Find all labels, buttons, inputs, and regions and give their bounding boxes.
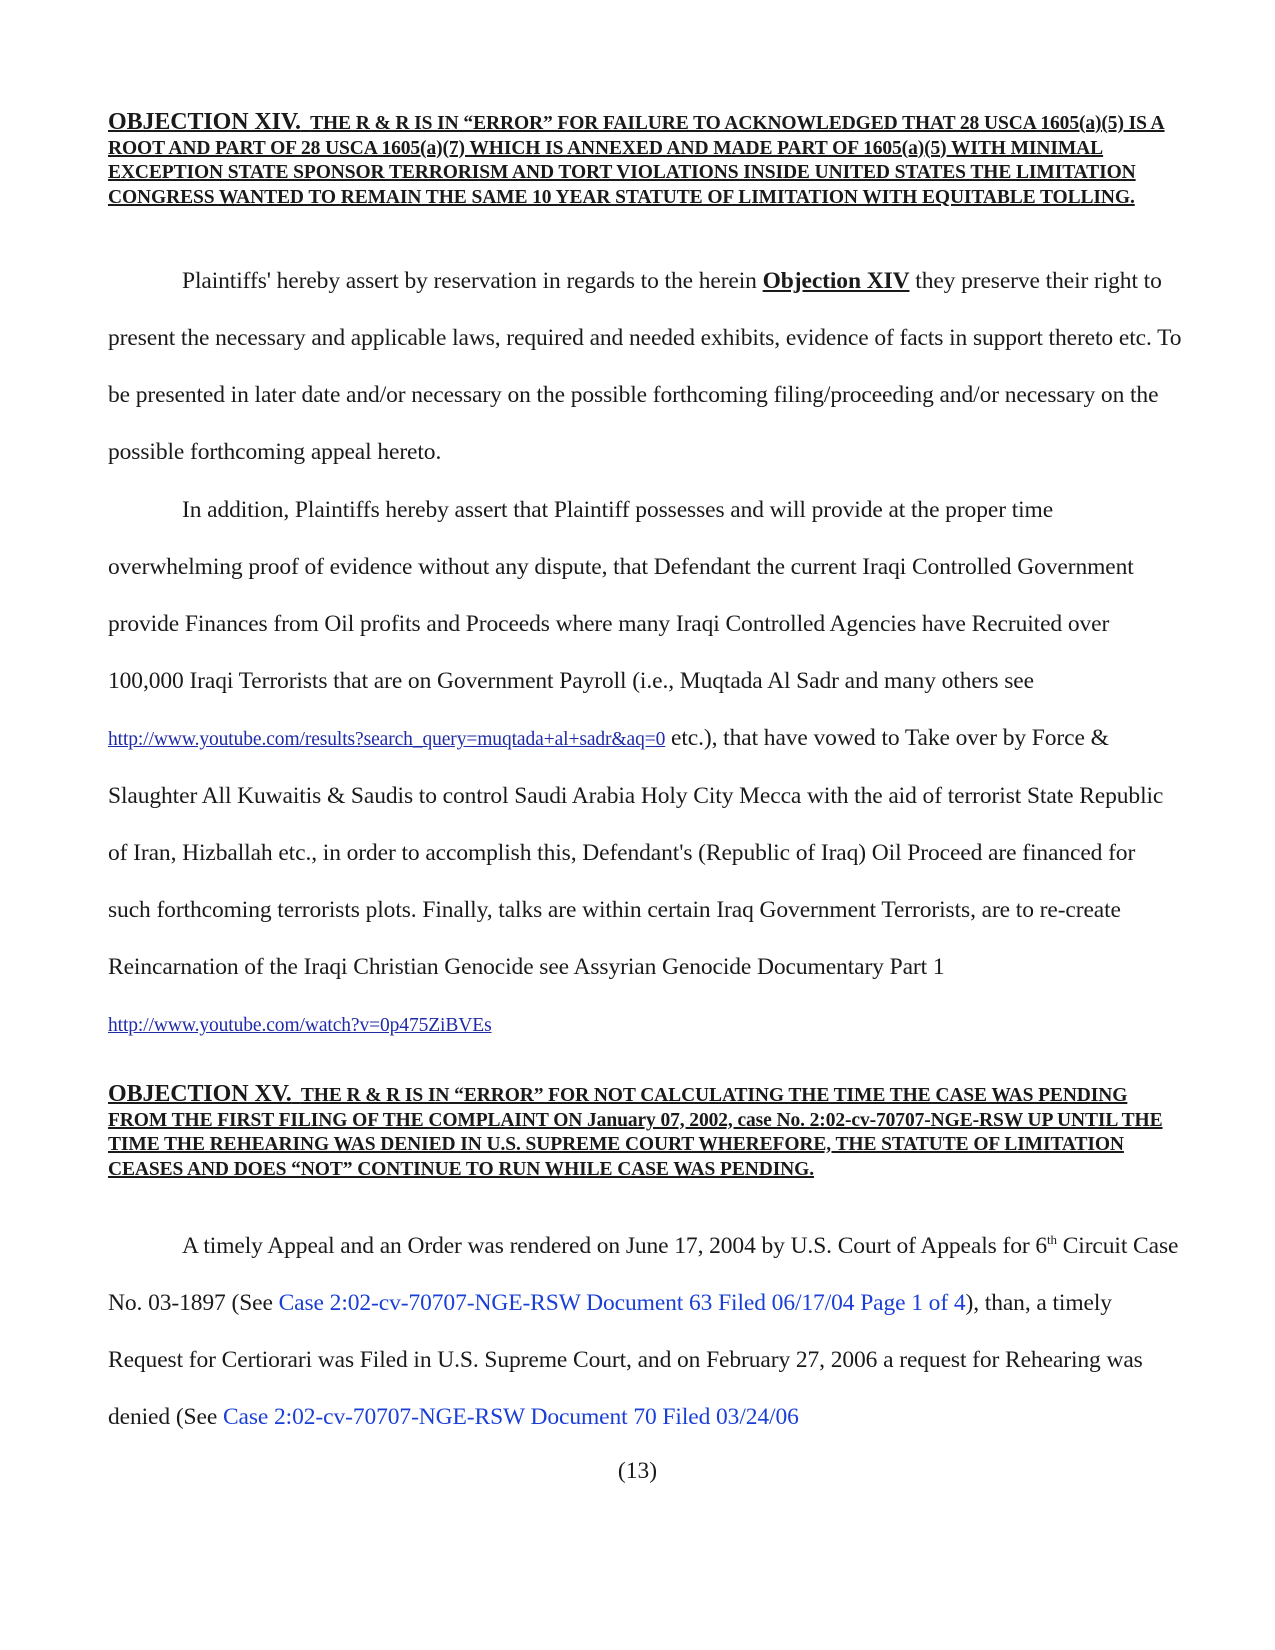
para3-text-2: Circuit Case No. 03-1897 (See <box>108 1233 1179 1316</box>
para1-text-before: Plaintiffs' hereby assert by reservation in regards to the herein <box>182 268 763 294</box>
paragraph-appeal <box>108 1218 1183 1446</box>
objection-15-text: THE R & R IS IN “ERROR” FOR NOT CALCULATING THE TIME THE CASE WAS PENDING FROM THE FIRST FILING OF THE COMPLAINT ON January 07, 2002, case No. 2:02-cv-70707-NGE-RSW UP UNTIL THE TIME THE REHEARING WAS DENIED IN U.S. SUPREME COURT WHEREFORE, THE STATUTE OF LIMITATION CEASES AND DOES “NOT” CONTINUE TO RUN WHILE CASE WAS PENDING. <box>108 1085 1163 1180</box>
case-document-70-reference: Case 2:02-cv-70707-NGE-RSW Document 70 Filed 03/24/06 <box>222 1404 799 1430</box>
objection-14-label: OBJECTION XIV. <box>108 109 301 135</box>
page-number: (13) <box>617 1458 658 1484</box>
para2-text-1: In addition, Plaintiffs hereby assert that Plaintiff possesses and will provide at the proper time overwhelming proof of evidence without any dispute, that Defendant the current Iraqi Controlled Government provide Finances from Oil profits and Proceeds where many Iraqi Controlled Agencies have Recruited over 100,000 Iraqi Terrorists that are on Government Payroll (i.e., Muqtada Al Sadr and many others see <box>108 497 1134 694</box>
case-document-63-reference: Case 2:02-cv-70707-NGE-RSW Document 63 Filed 06/17/04 Page 1 of 4 <box>278 1290 966 1316</box>
para3-text-3: ), than, a timely Request for Certiorari was Filed in U.S. Supreme Court, and on February 27, 2006 a request for Rehearing was denied (See <box>108 1290 1143 1430</box>
paragraph-evidence <box>108 482 1183 1054</box>
youtube-video-link[interactable]: http://www.youtube.com/watch?v=0p475ZiBVEs <box>108 1015 492 1036</box>
objection-15-label: OBJECTION XV. <box>108 1081 292 1107</box>
youtube-search-link[interactable]: http://www.youtube.com/results?search_query=muqtada+al+sadr&aq=0 <box>108 729 666 750</box>
objection-14-reference: Objection XIV <box>762 268 910 294</box>
para1-text-after: they preserve their right to present the necessary and applicable laws, required and needed exhibits, evidence of facts in support thereto etc. To be presented in later date and/or necessary on the possible forthcoming filing/proceeding and/or necessary on the possible forthcoming appeal hereto. <box>108 268 1182 465</box>
ordinal-suffix: th <box>1047 1232 1057 1248</box>
objection-14-text: THE R & R IS IN “ERROR” FOR FAILURE TO ACKNOWLEDGED THAT 28 USCA 1605(a)(5) IS A ROOT AND PART OF 28 USCA 1605(a)(7) WHICH IS ANNEXED AND MADE PART OF 1605(a)(5) WITH MINIMAL EXCEPTION STATE SPONSOR TERRORISM AND TORT VIOLATIONS INSIDE UNITED STATES THE LIMITATION CONGRESS WANTED TO REMAIN THE SAME 10 YEAR STATUTE OF LIMITATION WITH EQUITABLE TOLLING. <box>108 113 1165 208</box>
paragraph-reservation <box>108 253 1183 481</box>
para3-text-1: A timely Appeal and an Order was rendered on June 17, 2004 by U.S. Court of Appeals for 6 <box>182 1233 1047 1259</box>
objection-15-heading <box>108 1082 1183 1182</box>
para2-text-2: etc.), that have vowed to Take over by Force & Slaughter All Kuwaitis & Saudis to control Saudi Arabia Holy City Mecca with the aid of terrorist State Republic of Iran, Hizballah etc., in order to accomplish this, Defendant's (Republic of Iraq) Oil Proceed are financed for such forthcoming terrorists plots. Finally, talks are within certain Iraq Government Terrorists, are to re-create Reincarnation of the Iraqi Christian Genocide see Assyrian Genocide Documentary Part 1 <box>108 725 1164 980</box>
objection-14-heading <box>108 110 1183 210</box>
